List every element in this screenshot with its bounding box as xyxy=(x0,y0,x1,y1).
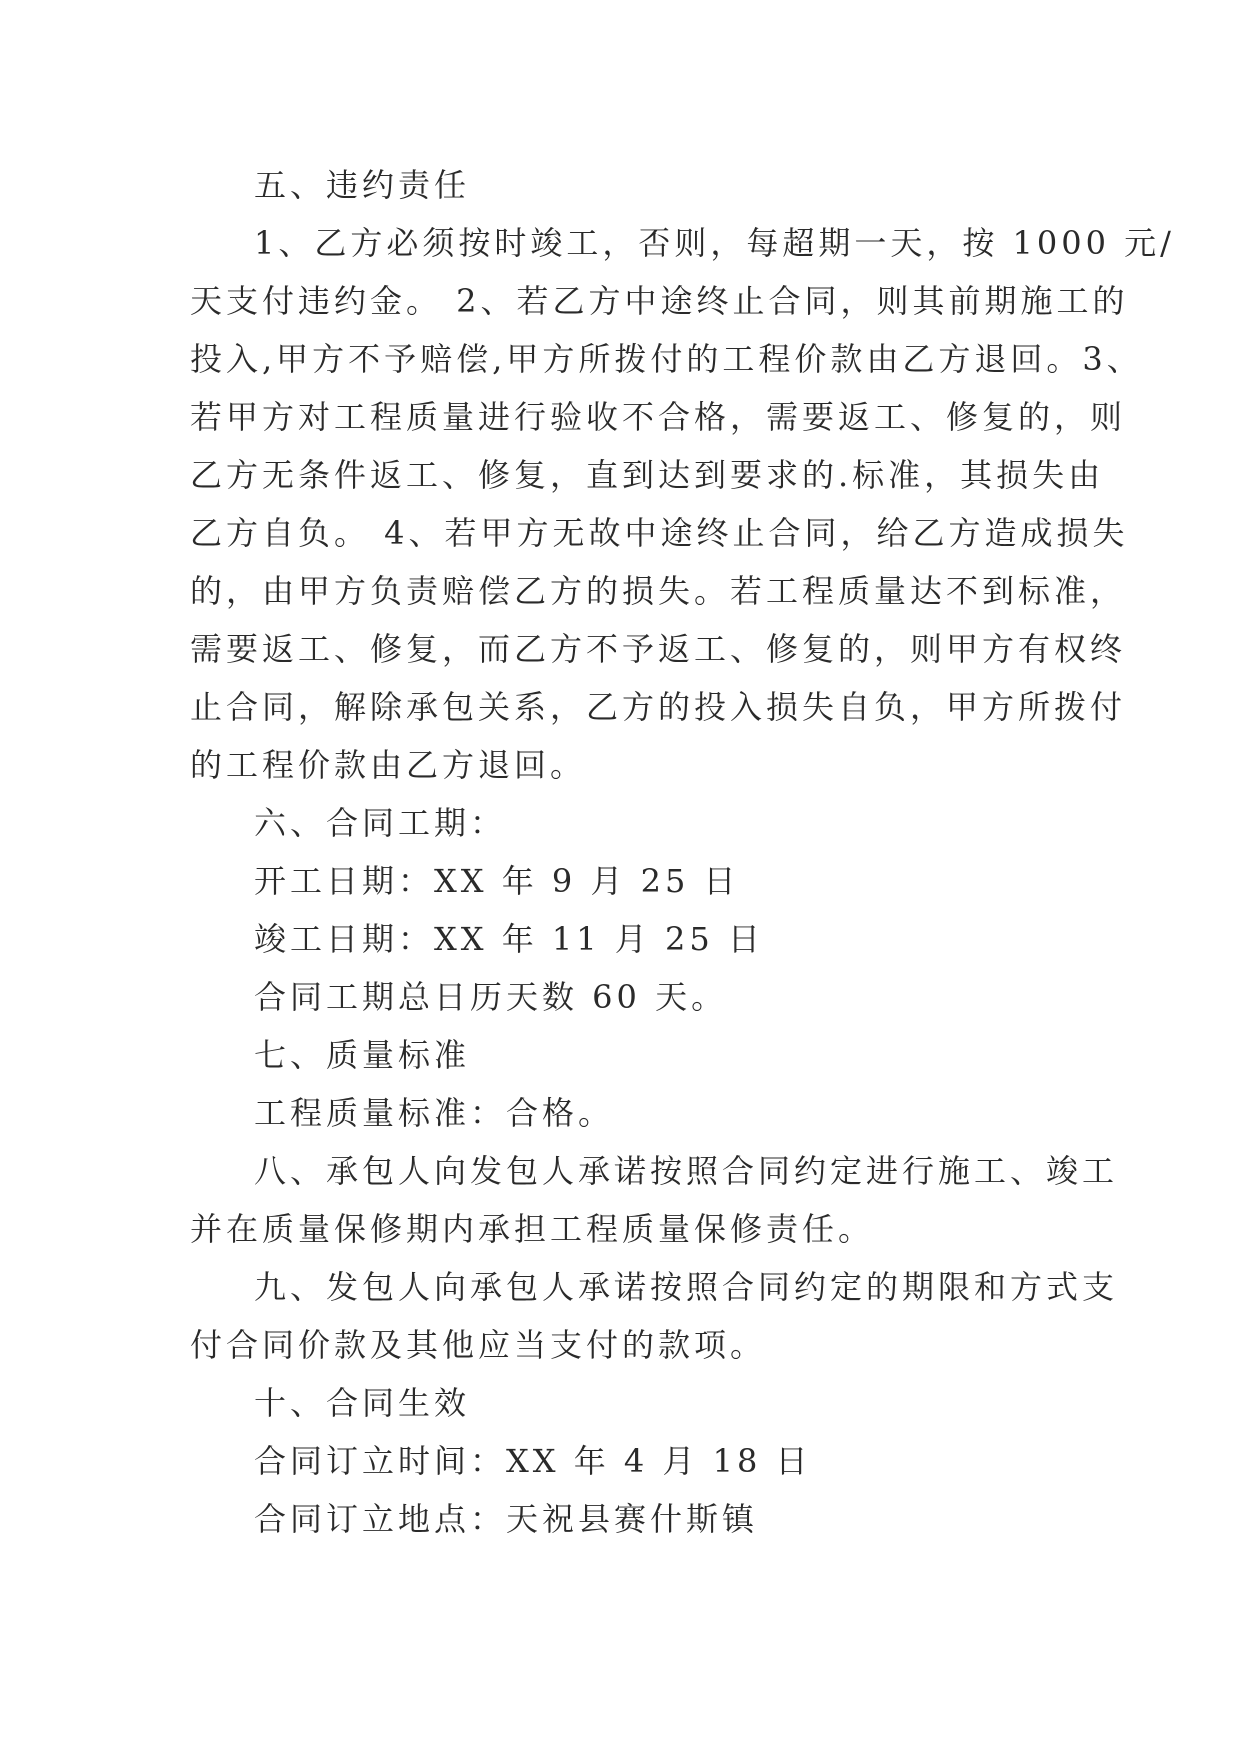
paragraph-line: 需要返工、修复，而乙方不予返工、修复的，则甲方有权终 xyxy=(190,630,1127,668)
section-heading-quality-standard: 七、质量标准 xyxy=(254,1036,471,1074)
section-heading-contract-effect: 十、合同生效 xyxy=(254,1384,471,1422)
completion-date-line: 竣工日期：XX 年 11 月 25 日 xyxy=(254,920,764,958)
start-date-line: 开工日期：XX 年 9 月 25 日 xyxy=(254,862,740,900)
section-heading-breach-liability: 五、违约责任 xyxy=(254,166,471,204)
paragraph-line: 乙方无条件返工、修复，直到达到要求的.标准，其损失由 xyxy=(190,456,1105,494)
paragraph-line: 天支付违约金。 2、若乙方中途终止合同，则其前期施工的 xyxy=(190,282,1129,320)
paragraph-line: 并在质量保修期内承担工程质量保修责任。 xyxy=(190,1210,875,1248)
paragraph-line: 止合同，解除承包关系，乙方的投入损失自负，甲方所拨付 xyxy=(190,688,1127,726)
signing-place-line: 合同订立地点：天祝县赛什斯镇 xyxy=(254,1500,759,1538)
contract-text xyxy=(190,156,1175,1548)
paragraph-line: 乙方自负。 4、若甲方无故中途终止合同，给乙方造成损失 xyxy=(190,514,1129,552)
paragraph-line: 的，由甲方负责赔偿乙方的损失。若工程质量达不到标准， xyxy=(190,572,1127,610)
paragraph-line: 付合同价款及其他应当支付的款项。 xyxy=(190,1326,767,1364)
paragraph-line: 若甲方对工程质量进行验收不合格，需要返工、修复的，则 xyxy=(190,398,1127,436)
quality-standard-line: 工程质量标准：合格。 xyxy=(254,1094,615,1132)
section-heading-contract-period: 六、合同工期： xyxy=(254,804,507,842)
section-nine-line: 九、发包人向承包人承诺按照合同约定的期限和方式支 xyxy=(254,1268,1119,1306)
total-days-line: 合同工期总日历天数 60 天。 xyxy=(254,978,728,1016)
paragraph-line: 1、乙方必须按时竣工，否则，每超期一天，按 1000 元/ xyxy=(254,224,1175,262)
paragraph-line: 投入,甲方不予赔偿,甲方所拨付的工程价款由乙方退回。3、 xyxy=(190,340,1143,378)
paragraph-line: 的工程价款由乙方退回。 xyxy=(190,746,587,784)
signing-time-line: 合同订立时间：XX 年 4 月 18 日 xyxy=(254,1442,812,1480)
section-eight-line: 八、承包人向发包人承诺按照合同约定进行施工、竣工 xyxy=(254,1152,1119,1190)
